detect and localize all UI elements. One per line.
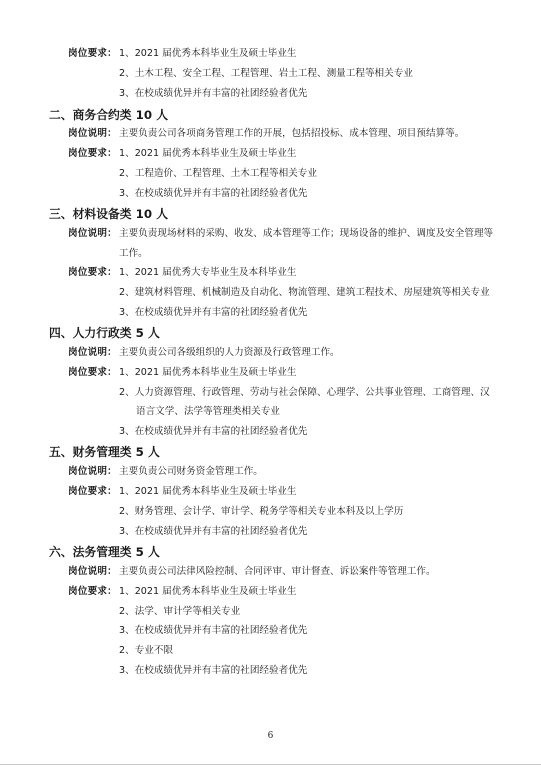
section-heading: 六、法务管理类 5 人 [49, 545, 160, 559]
requirement-item: 1、2021 届优秀本科毕业生及硕士毕业生 [119, 148, 297, 159]
page-number: 6 [267, 731, 274, 741]
requirement-item: 2、土木工程、安全工程、工程管理、岩土工程、测量工程等相关专业 [119, 68, 413, 79]
requirement-item: 1、2021 届优秀本科毕业生及硕士毕业生 [119, 48, 297, 59]
description-label: 岗位说明： [68, 347, 117, 358]
section-heading: 四、人力行政类 5 人 [49, 326, 160, 340]
section-heading: 五、财务管理类 5 人 [49, 445, 160, 459]
requirement-item: 1、2021 届优秀本科毕业生及硕士毕业生 [119, 486, 297, 497]
description-text: 主要负责公司各级组织的人力资源及行政管理工作。 [119, 347, 340, 358]
requirement-item: 2、建筑材料管理、机械制造及自动化、物流管理、建筑工程技术、房屋建筑等相关专业 [119, 287, 490, 298]
requirement-item: 3、在校成绩优异并有丰富的社团经验者优先 [119, 426, 308, 437]
requirement-item: 2、法学、审计学等相关专业 [119, 606, 241, 617]
requirements-label: 岗位要求： [68, 486, 117, 497]
description-label: 岗位说明： [68, 566, 117, 577]
description-text: 主要负责公司财务资金管理工作。 [119, 466, 263, 477]
page-bottom-divider [0, 764, 541, 765]
requirement-item: 3、在校成绩优异并有丰富的社团经验者优先 [119, 665, 308, 676]
section-heading: 三、材料设备类 10 人 [49, 207, 169, 221]
section-heading: 二、商务合约类 10 人 [49, 108, 169, 122]
requirement-item: 2、财务管理、会计学、审计学、税务学等相关专业本科及以上学历 [119, 506, 404, 517]
description-label: 岗位说明： [68, 228, 117, 239]
requirement-item: 语言文学、法学等管理类相关专业 [136, 406, 280, 417]
requirement-item: 2、专业不限 [119, 645, 174, 656]
requirement-item: 3、在校成绩优异并有丰富的社团经验者优先 [119, 625, 308, 636]
requirement-item: 2、工程造价、工程管理、土木工程等相关专业 [119, 168, 317, 179]
requirement-item: 3、在校成绩优异并有丰富的社团经验者优先 [119, 88, 308, 99]
requirements-label: 岗位要求： [68, 267, 117, 278]
description-label: 岗位说明： [68, 466, 117, 477]
requirement-item: 1、2021 届优秀本科毕业生及硕士毕业生 [119, 367, 297, 378]
requirements-label: 岗位要求： [68, 367, 117, 378]
requirements-label: 岗位要求： [68, 586, 117, 597]
requirements-label: 岗位要求： [68, 148, 117, 159]
requirement-item: 1、2021 届优秀本科毕业生及硕士毕业生 [119, 586, 297, 597]
description-text: 主要负责公司法律风险控制、合同评审、审计督查、诉讼案件等管理工作。 [119, 566, 436, 577]
description-text: 工作。 [119, 248, 148, 259]
requirement-item: 3、在校成绩优异并有丰富的社团经验者优先 [119, 307, 308, 318]
requirements-label: 岗位要求： [68, 48, 117, 59]
requirement-item: 3、在校成绩优异并有丰富的社团经验者优先 [119, 188, 308, 199]
requirement-item: 2、人力资源管理、行政管理、劳动与社会保障、心理学、公共事业管理、工商管理、汉 [119, 387, 490, 398]
requirement-item: 3、在校成绩优异并有丰富的社团经验者优先 [119, 526, 308, 537]
description-label: 岗位说明： [68, 128, 117, 139]
description-text: 主要负责现场材料的采购、收发、成本管理等工作；现场设备的维护、调度及安全管理等 [119, 228, 494, 239]
requirement-item: 1、2021 届优秀大专毕业生及本科毕业生 [119, 267, 297, 278]
description-text: 主要负责公司各项商务管理工作的开展，包括招投标、成本管理、项目预结算等。 [119, 128, 465, 139]
